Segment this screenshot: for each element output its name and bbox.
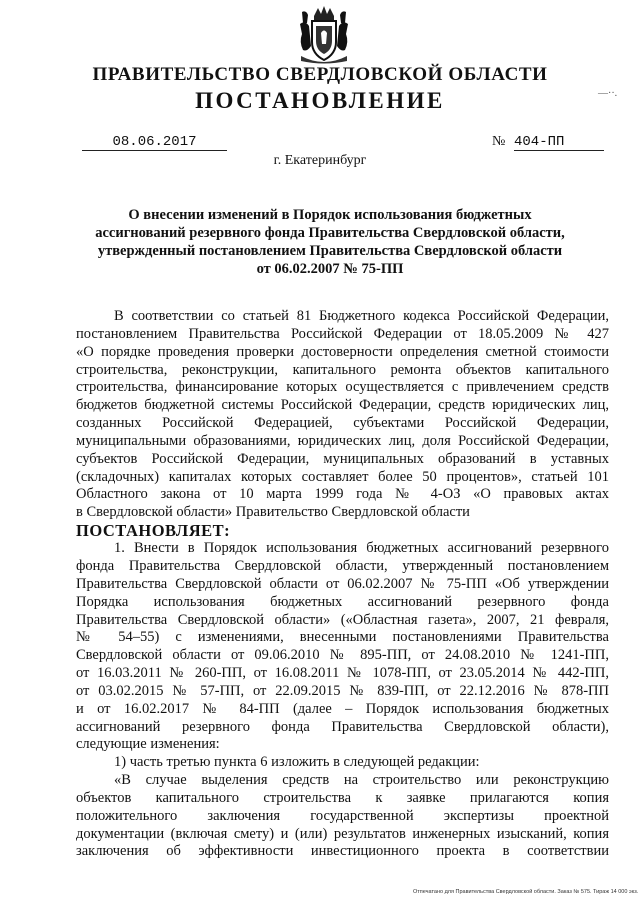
number-value: 404-ПП xyxy=(514,134,604,151)
body-line: «О порядке проведения проверки достоверности определения сметной стоимости xyxy=(76,343,609,360)
body-line: строительства, реконструкции, капитального ремонта объектов капитального xyxy=(76,361,609,378)
body-line: фонда Правительства Свердловской области, утвержденный постановлением xyxy=(76,557,609,574)
body-line: строительства, финансирование которых осуществляется с привлечением средств xyxy=(76,379,609,396)
government-title: ПРАВИТЕЛЬСТВО СВЕРДЛОВСКОЙ ОБЛАСТИ xyxy=(92,64,548,85)
heading-line: от 06.02.2007 № 75-ПП xyxy=(256,261,404,277)
heading-line: утвержденный постановлением Правительства Свердловской области xyxy=(97,243,563,259)
heading-line: ассигнований резервного фонда Правительства Свердловской области, xyxy=(95,225,565,241)
corner-mark: —··. xyxy=(598,88,618,99)
body-line: в Свердловской области» Правительство Свердловской области xyxy=(76,504,470,521)
body-line: от 03.02.2015 № 57-ПП, от 22.09.2015 № 839-ПП, от 22.12.2016 № 878-ПП xyxy=(76,682,609,699)
body-line: 1. Внести в Порядок использования бюджетных ассигнований резервного xyxy=(114,540,609,557)
body-line: (складочных) капиталах которых составляет более 50 процентов», статьей 101 xyxy=(76,468,609,485)
city: г. Екатеринбург xyxy=(273,153,367,168)
body-line: В соответствии со статьей 81 Бюджетного кодекса Российской Федерации, xyxy=(114,308,609,324)
body-line: муниципальными образованиями, юридических лиц, доля Российской Федерации, xyxy=(76,432,609,449)
body-line: № 54–55) с изменениями, внесенными постановлениями Правительства xyxy=(76,629,609,646)
body-line: 1) часть третью пункта 6 изложить в следующей редакции: xyxy=(114,754,480,771)
body-line: Правительства Свердловской области» («Областная газета», 2007, 21 февраля, xyxy=(76,611,609,628)
body-line: объектов капитального строительства к заявке прилагаются копия xyxy=(76,789,609,806)
body-line: документации (включая смету) и (или) результатов инженерных изысканий, копия xyxy=(76,825,609,842)
document-heading xyxy=(70,206,590,278)
body-line: следующие изменения: xyxy=(76,736,220,753)
body-line: от 16.03.2011 № 260-ПП, от 16.08.2011 № 1078-ПП, от 23.05.2014 № 442-ПП, xyxy=(76,665,609,682)
document-type: ПОСТАНОВЛЕНИЕ xyxy=(195,88,445,113)
body-line: Правительства Свердловской области от 06.02.2007 № 75-ПП «Об утверждении xyxy=(76,575,609,592)
body-line: Свердловской области от 09.06.2010 № 895-ПП, от 24.08.2010 № 1241-ПП, xyxy=(76,647,609,664)
body-line: ассигнований резервного фонда Правительства Свердловской области), xyxy=(76,718,609,735)
body-line: и от 16.02.2017 № 84-ПП (далее – Порядок использования бюджетных xyxy=(76,700,609,717)
document-body xyxy=(76,308,609,861)
print-note: Отпечатано для Правительства Свердловской области. Заказ № 575. Тираж 14 000 экз. xyxy=(413,889,639,895)
body-line: положительного заключения государственной экспертизы проектной xyxy=(76,807,609,824)
body-line: созданных Российской Федерацией, субъектами Российской Федерации, xyxy=(76,415,609,432)
document-date: 08.06.2017 xyxy=(82,134,227,151)
decree-word: ПОСТАНОВЛЯЕТ: xyxy=(76,521,231,541)
body-line: Порядка использования бюджетных ассигнований резервного фонда xyxy=(76,593,609,610)
body-line: заключения об эффективности инвестиционного проекта в соответствии xyxy=(76,843,609,860)
body-line: Областного закона от 10 марта 1999 года № 4-ОЗ «О правовых актах xyxy=(76,486,609,503)
coat-of-arms-icon xyxy=(297,6,351,66)
body-line: бюджетов бюджетной системы Российской Федерации, средств юридических лиц, xyxy=(76,397,609,414)
document-number xyxy=(492,134,604,151)
body-line: «В случае выделения средств на строительство или реконструкцию xyxy=(114,772,609,789)
body-line: субъектов Российской Федерации, муниципальных образований в уставных xyxy=(76,450,609,467)
body-line: постановлением Правительства Российской Федерации от 18.05.2009 № 427 xyxy=(76,325,609,342)
heading-line: О внесении изменений в Порядок использования бюджетных xyxy=(128,207,532,223)
number-sign: № xyxy=(492,134,506,149)
